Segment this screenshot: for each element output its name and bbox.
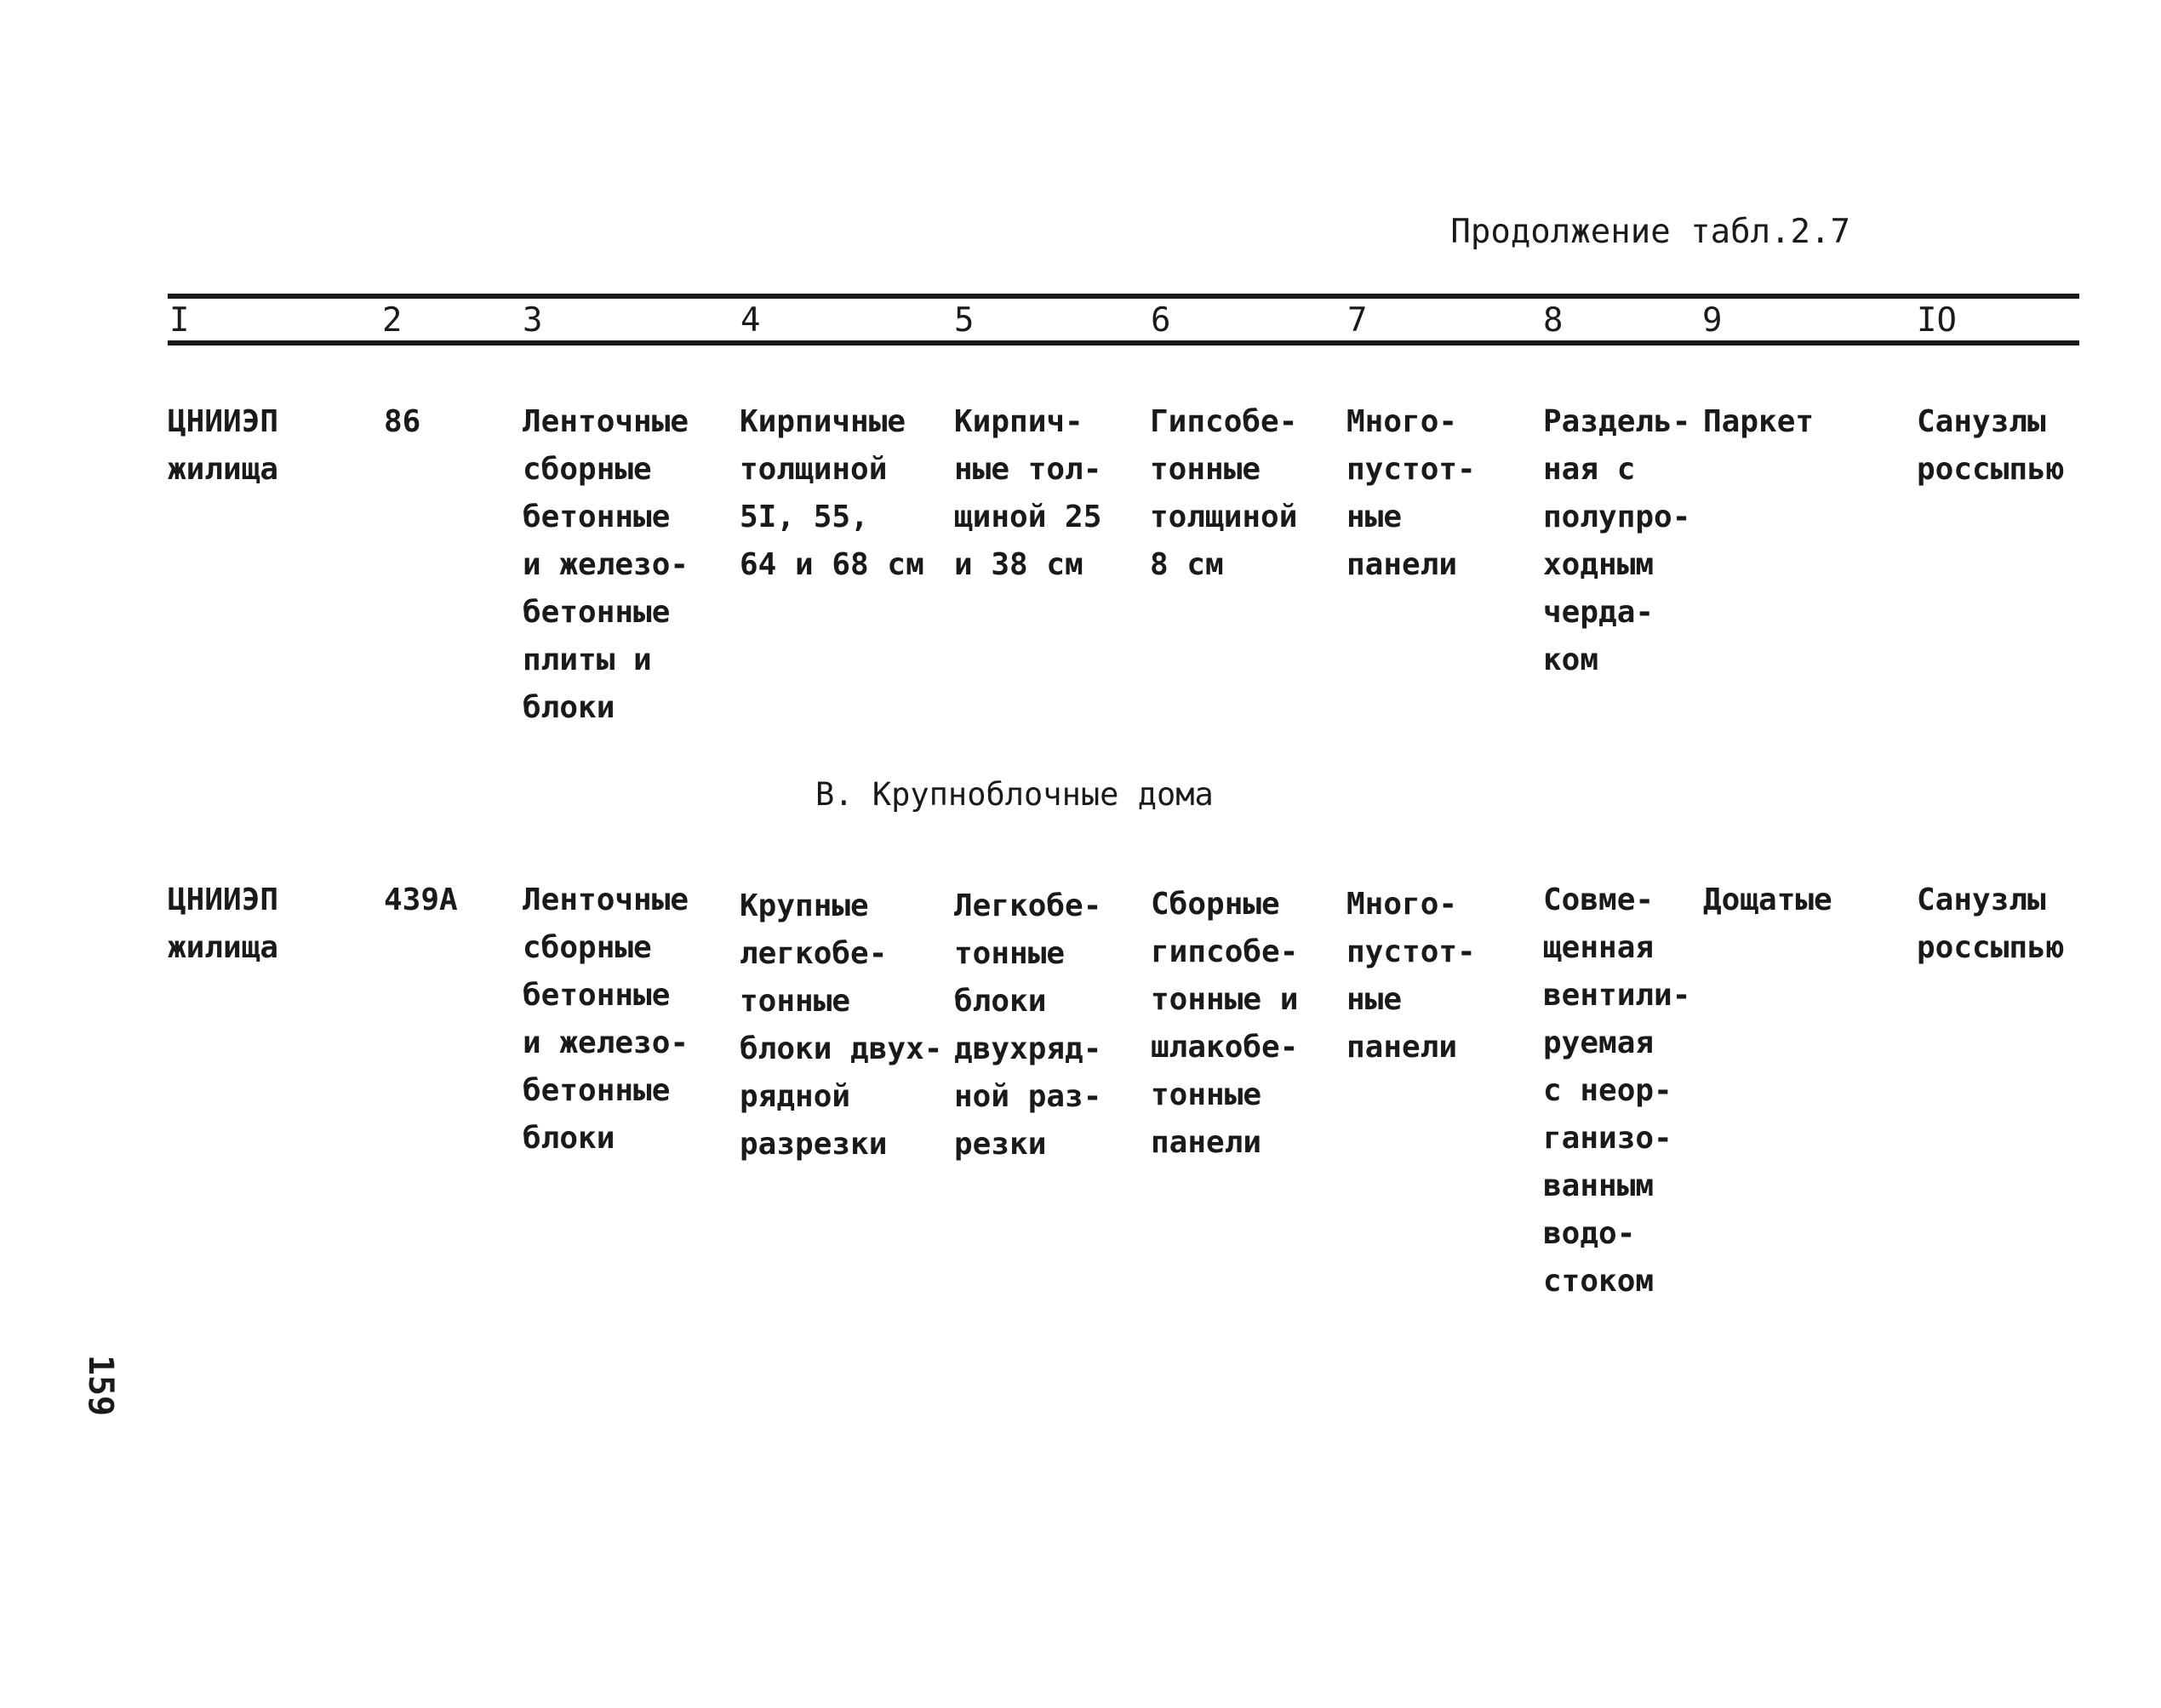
row2-inner-walls: Легкобе- тонные блоки двухряд- ной раз- резки (954, 888, 1102, 1162)
row1-floors: Много- пустот- ные панели (1346, 404, 1476, 582)
row1-flooring: Паркет (1703, 404, 1815, 439)
column-number-6: 6 (1151, 301, 1171, 340)
column-number-7: 7 (1347, 301, 1368, 340)
column-number-2: 2 (382, 301, 403, 340)
table-top-rule (168, 294, 2079, 299)
row2-organization: ЦНИИЭП жилища (168, 883, 279, 965)
page-number: 159 (81, 1354, 121, 1417)
column-number-8: 8 (1543, 301, 1564, 340)
row1-outer-walls: Кирпичные толщиной 5I, 55, 64 и 68 см (740, 404, 924, 582)
row2-roof: Совме- щенная вентили- руемая с неор- ганизо- ванным водо- стоком (1543, 883, 1691, 1299)
row2-outer-walls: Крупные легкобе- тонные блоки двух- рядной разрезки (740, 888, 943, 1162)
column-number-10: IO (1917, 301, 1957, 340)
column-number-1: I (169, 301, 190, 340)
row1-organization: ЦНИИЭП жилища (168, 404, 279, 487)
column-number-4: 4 (740, 301, 761, 340)
row2-foundations: Ленточные сборные бетонные и железо- бетонные блоки (523, 883, 689, 1156)
column-number-3: 3 (523, 301, 543, 340)
row2-project-number: 439А (384, 883, 458, 917)
row2-sanitary: Санузлы россыпью (1917, 883, 2065, 965)
row1-foundations: Ленточные сборные бетонные и железо- бетонные плиты и блоки (523, 404, 689, 725)
table-caption: Продолжение табл.2.7 (1450, 213, 1850, 251)
row1-sanitary: Санузлы россыпью (1917, 404, 2065, 487)
row1-roof: Раздель- ная с полупро- ходным черда- ком (1543, 404, 1691, 677)
column-number-9: 9 (1702, 301, 1723, 340)
column-number-5: 5 (954, 301, 975, 340)
section-heading: В. Крупноблочные дома (815, 776, 1214, 813)
row2-floors: Много- пустот- ные панели (1346, 887, 1476, 1065)
row2-partitions: Сборные гипсобе- тонные и шлакобе- тонные панели (1151, 887, 1299, 1160)
row2-flooring: Дощатые (1703, 883, 1832, 917)
row1-project-number: 86 (384, 404, 421, 439)
row1-partitions: Гипсобе- тонные толщиной 8 см (1150, 404, 1298, 582)
table-header-rule (168, 340, 2079, 346)
row1-inner-walls: Кирпич- ные тол- щиной 25 и 38 см (954, 404, 1102, 582)
